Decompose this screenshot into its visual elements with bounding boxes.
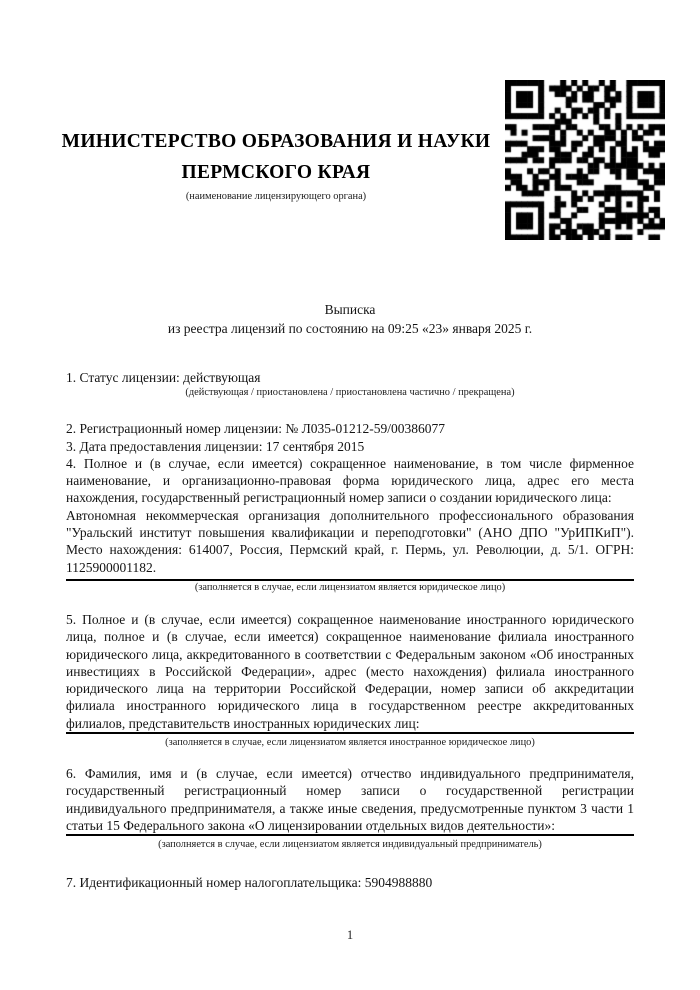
header-caption: (наименование лицензирующего органа): [185, 191, 367, 202]
title-line2: из реестра лицензий по состоянию на 09:25 «23» января 2025 г.: [167, 320, 533, 336]
section-6-caption: (заполняется в случае, если лицензиатом является индивидуальный предприниматель): [158, 839, 542, 851]
section-6-fill-line: [66, 834, 634, 836]
page-number: 1: [346, 928, 354, 942]
section-1-caption: (действующая / приостановлена / приостановлена частично / прекращена): [185, 387, 515, 399]
section-2-registration-number: 2. Регистрационный номер лицензии: № Л035-01212-59/00386077: [66, 421, 446, 437]
section-1-status: 1. Статус лицензии: действующая: [66, 370, 261, 385]
section-3-license-date: 3. Дата предоставления лицензии: 17 сентября 2015: [66, 438, 365, 454]
section-5-fill-line: [66, 732, 634, 734]
document-title: [66, 301, 634, 338]
section-4-licensee-value: Автономная некоммерческая организация дополнительного профессионального образования "Уральский институт повышения квалификации и переподготовки" (АНО ДПО "УрИПКиП"). Место нахождения: 614007, Россия, Пермский край, г. Пермь, ул. Революции, д. 5/1. ОГРН: 1125900001182.: [66, 507, 634, 575]
document-body: [66, 369, 634, 892]
document-header: [20, 126, 532, 204]
section-4-caption: (заполняется в случае, если лицензиатом является юридическое лицо): [194, 581, 506, 593]
ministry-name-line2: ПЕРМСКОГО КРАЯ: [181, 162, 371, 183]
section-4-text: 4. Полное и (в случае, если имеется) сокращенное наименование, в том числе фирменное наименование, и организационно-правовая форма юридического лица, адрес его места нахождения, государственный регистрационный номер записи о создании юридического лица:: [66, 455, 634, 506]
section-5-caption: (заполняется в случае, если лицензиатом является иностранное юридическое лицо): [165, 737, 535, 749]
section-7-inn: 7. Идентификационный номер налогоплательщика: 5904988880: [66, 875, 433, 891]
section-6-text: 6. Фамилия, имя и (в случае, если имеется) отчество индивидуального предпринимателя, государственный регистрационный номер записи о государственной регистрации индивидуального предпринимателя, а также иные сведения, предусмотренные пунктом 3 части 1 статьи 15 Федерального закона «О лицензировании отдельных видов деятельности»:: [66, 766, 634, 833]
section-5-text: 5. Полное и (в случае, если имеется) сокращенное наименование иностранного юридического лица, полное и (в случае, если имеется) сокращенное наименование филиала иностранного юридического лица, аккредитованного в соответствии с Федеральным законом «Об иностранных инвестициях в Российской Федерации», адрес (место нахождения) филиала иностранного юридического лица на территории Российской Федерации, номер записи об аккредитации филиала иностранного юридического лица в государственном реестре аккредитованных филиалов, представительств иностранных юридических лиц:: [66, 611, 634, 731]
ministry-name-line1: МИНИСТЕРСТВО ОБРАЗОВАНИЯ И НАУКИ: [61, 131, 491, 152]
title-line1: Выписка: [324, 302, 376, 317]
